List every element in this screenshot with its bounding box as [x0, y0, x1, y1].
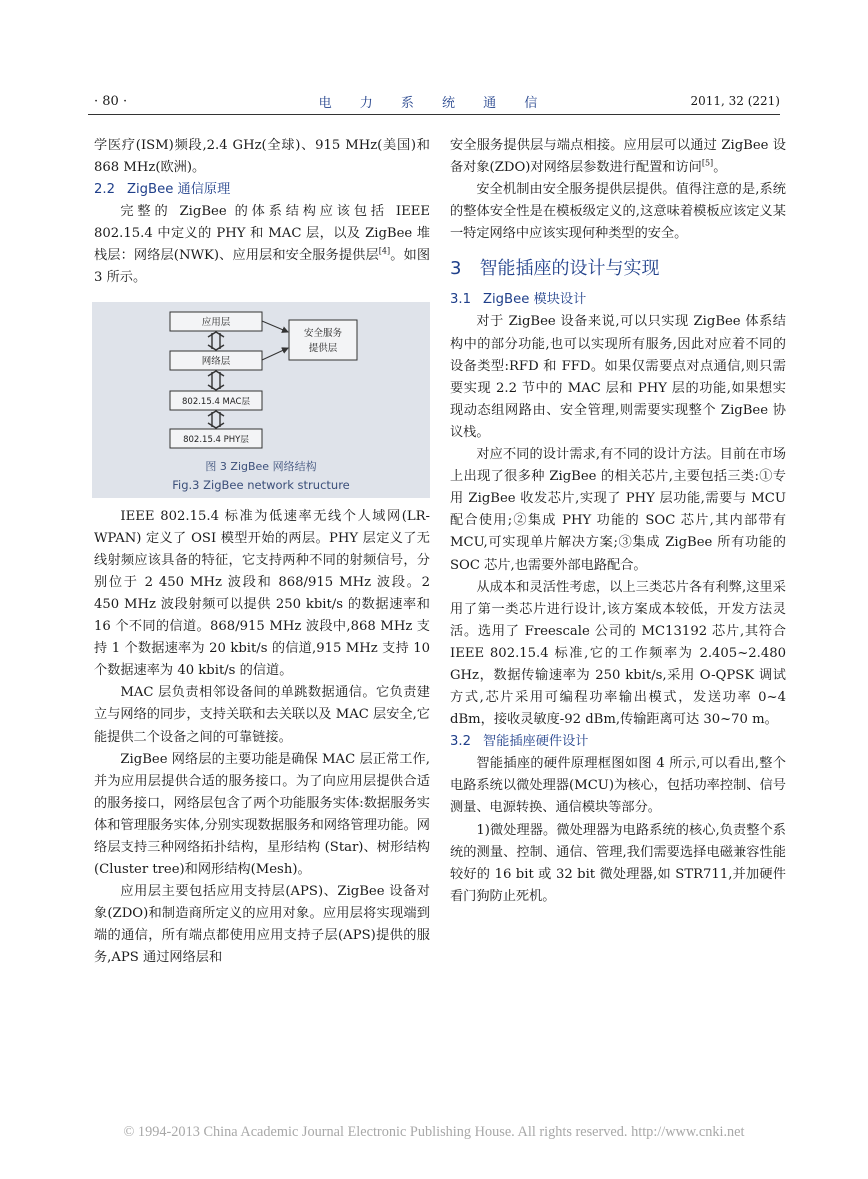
- paragraph: 安全机制由安全服务提供层提供。值得注意的是,系统的整体安全性是在模板级定义的,这意味着模板应该定义某一特定网络中应该实现何种类型的安全。: [450, 182, 786, 242]
- section-heading-3-2: [450, 731, 786, 753]
- paragraph: 应用层主要包括应用支持层(APS)、ZigBee 设备对象(ZDO)和制造商所定义的应用对象。应用层将实现端到端的通信，所有端点都使用应用支持子层(APS)提供的服务,APS 通过网络层和: [94, 884, 430, 966]
- double-arrow-icon: [208, 371, 224, 390]
- citation-ref: [5]: [701, 158, 714, 168]
- paragraph-text: 完整的 ZigBee 的体系结构应该包括 IEEE 802.15.4 中定义的 PHY 和 MAC 层，以及 ZigBee 堆栈层：网络层(NWK)、应用层和安全服务提供层: [94, 204, 430, 264]
- section-title: 智能插座硬件设计: [482, 734, 589, 750]
- citation-ref: [4]: [378, 246, 391, 256]
- left-column: [94, 135, 430, 970]
- paragraph: 学医疗(ISM)频段,2.4 GHz(全球)、915 MHz(美国)和 868 MHz(欧洲)。: [94, 138, 430, 176]
- section-title: ZigBee 通信原理: [126, 182, 231, 198]
- security-label-line2: 提供层: [308, 342, 338, 354]
- phy-layer-label: 802.15.4 PHY层: [183, 434, 249, 445]
- paragraph-text: 安全服务提供层与端点相接。应用层可以通过 ZigBee 设备对象(ZDO)对网络层参数进行配置和访问: [450, 138, 786, 176]
- section-title: ZigBee 模块设计: [482, 292, 587, 308]
- section-heading-3-1: [450, 289, 786, 311]
- section-number: 3.1: [450, 292, 471, 308]
- security-provider-box: [289, 320, 357, 360]
- section-heading-3: [450, 255, 786, 283]
- double-arrow-icon: [208, 332, 224, 350]
- section-heading-2-2: [94, 179, 430, 201]
- paragraph: ZigBee 网络层的主要功能是确保 MAC 层正常工作,并为应用层提供合适的服务接口。为了向应用层提供合适的服务接口，网络层包含了两个功能服务实体:数据服务实体和管理服务实体,分别实现数据服务和网络管理功能。网络层支持三种网络拓扑结构，星形结构 (Star)、树形结构(Cluster tree)和网形结构(Mesh)。: [94, 751, 430, 878]
- paragraph-tail: 。如图 3 所示。: [94, 248, 431, 286]
- page-header: [88, 90, 780, 116]
- mac-layer-label: 802.15.4 MAC层: [182, 396, 250, 407]
- header-rule: [88, 114, 780, 115]
- issue-info: 2011, 32 (221): [690, 94, 780, 108]
- connector-app-security: [262, 321, 288, 332]
- section-number: 3: [450, 258, 462, 280]
- paragraph-tail: 。: [713, 160, 727, 176]
- paragraph: 1)微处理器。微处理器为电路系统的核心,负责整个系统的测量、控制、通信、管理,我们需要选择电磁兼容性能较好的 16 bit 或 32 bit 微处理器,如 STR711,并加硬件看门狗防止死机。: [450, 822, 786, 904]
- paragraph: IEEE 802.15.4 标准为低速率无线个人域网(LR-WPAN) 定义了 OSI 模型开始的两层。PHY 层定义了无线射频应该具备的特征，它支持两种不同的射频信号，分别位于 2 450 MHz 波段和 868/915 MHz 波段。2 450 MHz 波段射频可以提供 250 kbit/s 的数据速率和 16 个不同的信道。868/915 MHz 波段中,868 MHz 支持 1 个数据速率为 20 kbit/s 的信道,915 MHz 支持 10 个数据速率为 40 kbit/s 的信道。: [94, 508, 430, 679]
- app-layer-label: 应用层: [201, 316, 231, 328]
- page-number: · 80 ·: [94, 94, 128, 109]
- paragraph: [450, 135, 786, 179]
- paragraph: 智能插座的硬件原理框图如图 4 所示,可以看出,整个电路系统以微处理器(MCU)为核心，包括功率控制、信号测量、电源转换、通信模块等部分。: [450, 756, 786, 816]
- figure-caption-zh: 图 3 ZigBee 网络结构: [205, 459, 317, 473]
- right-column: [450, 135, 786, 908]
- double-arrow-icon: [208, 411, 224, 428]
- paragraph: [94, 201, 430, 289]
- paragraph: 对于 ZigBee 设备来说,可以只实现 ZigBee 体系结构中的部分功能,也可以实现所有服务,因此对应着不同的设备类型:RFD 和 FFD。如果仅需要点对点通信,则只需要实现 2.2 节中的 MAC 层和 PHY 层的功能,如果想实现动态组网路由、安全管理,则需要实现整个 ZigBee 协议栈。: [450, 314, 786, 440]
- network-layer-label: 网络层: [201, 355, 231, 367]
- connector-network-security: [262, 348, 288, 360]
- section-number: 3.2: [450, 734, 471, 750]
- paragraph: MAC 层负责相邻设备间的单跳数据通信。它负责建立与网络的同步，支持关联和去关联以及 MAC 层安全,它能提供二个设备之间的可靠链接。: [94, 685, 430, 745]
- section-title: 智能插座的设计与实现: [479, 258, 660, 280]
- figure-3: [92, 302, 430, 498]
- figure-caption-en: Fig.3 ZigBee network structure: [172, 477, 350, 492]
- paragraph: 对应不同的设计需求,有不同的设计方法。目前在市场上出现了很多种 ZigBee 的相关芯片,主要包括三类:①专用 ZigBee 收发芯片,实现了 PHY 层功能,需要与 MCU 配合使用;②集成 PHY 功能的 SOC 芯片,其内部带有 MCU,可实现单片解决方案;③集成 ZigBee 所有功能的 SOC 芯片,也需要外部电路配合。: [450, 447, 786, 573]
- copyright-footer: © 1994-2013 China Academic Journal Electronic Publishing House. All rights reserved. http://www.cnki.net: [123, 1124, 745, 1140]
- journal-title: 电 力 系 统 通 信: [318, 96, 550, 111]
- security-label-line1: 安全服务: [303, 327, 343, 339]
- paragraph: 从成本和灵活性考虑，以上三类芯片各有利弊,这里采用了第一类芯片进行设计,该方案成本较低，开发方法灵活。选用了 Freescale 公司的 MC13192 芯片,其符合 IEEE 802.15.4 标准,它的工作频率为 2.405~2.480 GHz，数据传输速率为 250 kbit/s,采用 O-QPSK 调试方式,芯片采用可编程功率输出模式，发送功率 0~4 dBm，接收灵敏度-92 dBm,传输距离可达 30~70 m。: [450, 579, 786, 728]
- section-number: 2.2: [94, 182, 115, 198]
